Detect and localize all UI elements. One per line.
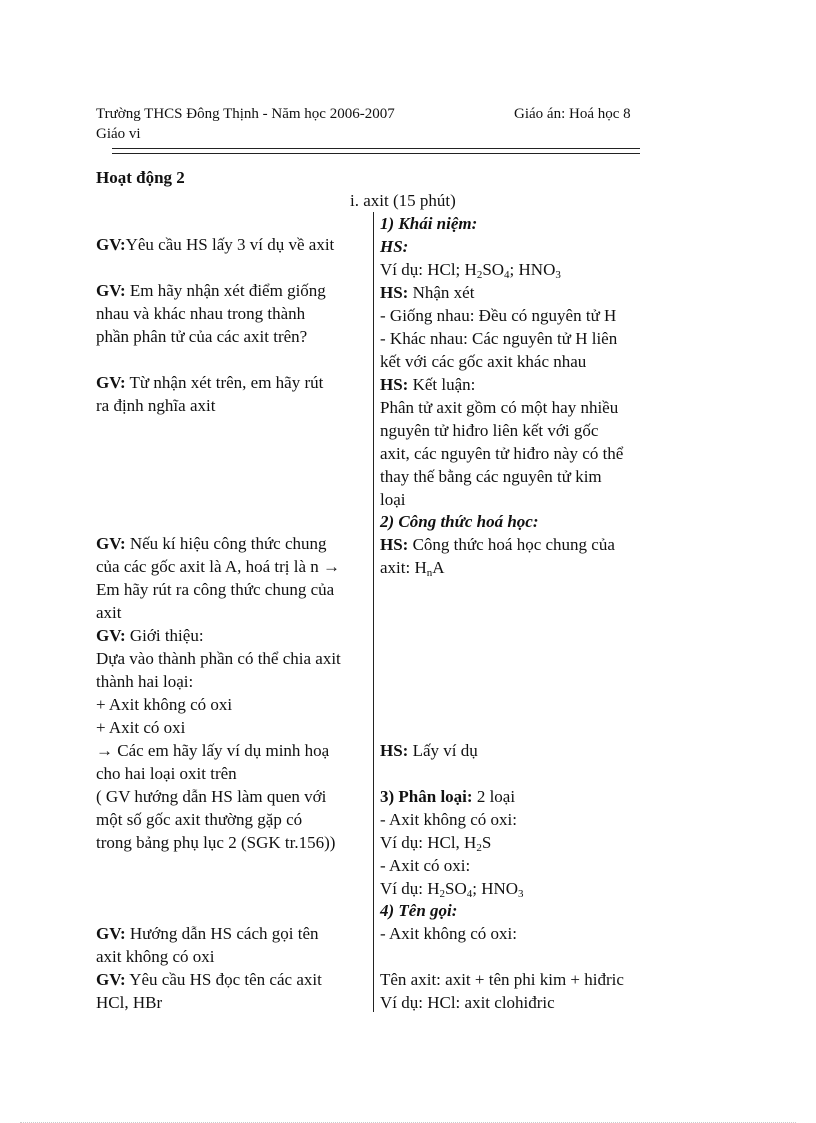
- hs-same: - Giống nhau: Đều có nguyên tử H: [380, 306, 617, 325]
- class-no-oxygen-example: Ví dụ: HCl, $H_2S$: [380, 833, 492, 854]
- gv-read-line-2: HCl, HBr: [96, 993, 163, 1012]
- gv-intro-line-9: một số gốc axit thường gặp có: [96, 810, 303, 829]
- hs-formula-line-1: HS: Công thức hoá học chung của: [380, 535, 615, 554]
- gv-define-line-2: ra định nghĩa axit: [96, 396, 216, 415]
- gv-intro-line-2: Dựa vào thành phần có thể chia axit: [96, 649, 341, 668]
- hs-label-1: HS:: [380, 237, 409, 256]
- class-with-oxygen: - Axit có oxi:: [380, 856, 471, 875]
- hs-diff-1: - Khác nhau: Các nguyên tử H liên: [380, 329, 618, 348]
- gv-naming-line-1: GV: Hướng dẫn HS cách gọi tên: [96, 924, 319, 943]
- activity-title: Hoạt động 2: [96, 168, 185, 187]
- gv-intro-line-5: + Axit có oxi: [96, 718, 186, 737]
- header-rule-bottom: [112, 153, 640, 154]
- class-with-oxygen-example: Ví dụ: $H_2SO_4$; $HNO_3$: [380, 879, 524, 900]
- gv-intro-line-4: + Axit không có oxi: [96, 695, 233, 714]
- header-rule-top: [112, 148, 640, 149]
- hs-give-example: HS: Lấy ví dụ: [380, 741, 478, 760]
- gv-formula-line-4: axit: [96, 603, 122, 622]
- definition-line-4: thay thế bằng các nguyên tử kim: [380, 467, 602, 486]
- teacher-label: Giáo vi: [96, 126, 141, 142]
- class-no-oxygen: - Axit không có oxi:: [380, 810, 517, 829]
- gv-intro-line-7: cho hai loại oxit trên: [96, 764, 237, 783]
- gv-define-line-1: GV: Từ nhận xét trên, em hãy rút: [96, 373, 324, 392]
- gv-compare-line-2: nhau và khác nhau trong thành: [96, 304, 306, 323]
- gv-formula-line-2: của các gốc axit là A, hoá trị là n →: [96, 557, 341, 576]
- gv-intro-line-8: ( GV hướng dẫn HS làm quen với: [96, 787, 327, 806]
- definition-line-1: Phân tử axit gồm có một hay nhiều: [380, 398, 619, 417]
- hs-diff-2: kết với các gốc axit khác nhau: [380, 352, 587, 371]
- naming-example: Ví dụ: HCl: axit clohiđric: [380, 993, 555, 1012]
- hs-conclusion: HS: Kết luận:: [380, 375, 476, 394]
- hs-examples: Ví dụ: HCl; $H_2SO_4$; $HNO_3$: [380, 260, 561, 281]
- definition-line-2: nguyên tử hiđro liên kết với gốc: [380, 421, 599, 440]
- school-year: Trường THCS Đông Thịnh - Năm học 2006-2007: [96, 106, 395, 122]
- definition-line-3: axit, các nguyên tử hiđro này có thể: [380, 444, 624, 463]
- gv-intro-line-3: thành hai loại:: [96, 672, 194, 691]
- heading-formula: 2) Công thức hoá học:: [380, 512, 539, 531]
- hs-observe: HS: Nhận xét: [380, 283, 475, 302]
- column-divider: [373, 212, 374, 1012]
- doc-type: Giáo án: Hoá học 8: [514, 106, 631, 122]
- heading-concept: 1) Khái niệm:: [380, 214, 478, 233]
- definition-line-5: loại: [380, 490, 406, 509]
- naming-no-oxygen: - Axit không có oxi:: [380, 924, 517, 943]
- hs-formula-line-2: axit: $H_nA$: [380, 558, 445, 579]
- heading-naming: 4) Tên gọi:: [380, 901, 458, 920]
- section-title: i. axit (15 phút): [350, 191, 456, 210]
- gv-request-examples: GV:Yêu cầu HS lấy 3 ví dụ về axit: [96, 235, 335, 254]
- gv-read-line-1: GV: Yêu cầu HS đọc tên các axit: [96, 970, 322, 989]
- gv-intro-line-1: GV: Giới thiệu:: [96, 626, 204, 645]
- gv-naming-line-2: axit không có oxi: [96, 947, 215, 966]
- gv-formula-line-1: GV: Nếu kí hiệu công thức chung: [96, 534, 327, 553]
- heading-classification: 3) Phân loại: 2 loại: [380, 787, 516, 806]
- naming-rule: Tên axit: axit + tên phi kim + hiđric: [380, 970, 624, 989]
- gv-intro-line-10: trong bảng phụ lục 2 (SGK tr.156)): [96, 833, 336, 852]
- gv-compare-line-3: phần phân tử của các axit trên?: [96, 327, 308, 346]
- gv-formula-line-3: Em hãy rút ra công thức chung của: [96, 580, 335, 599]
- header-left: [96, 104, 395, 144]
- gv-intro-line-6: → Các em hãy lấy ví dụ minh hoạ: [96, 741, 330, 760]
- gv-compare-line-1: GV: Em hãy nhận xét điểm giống: [96, 281, 326, 300]
